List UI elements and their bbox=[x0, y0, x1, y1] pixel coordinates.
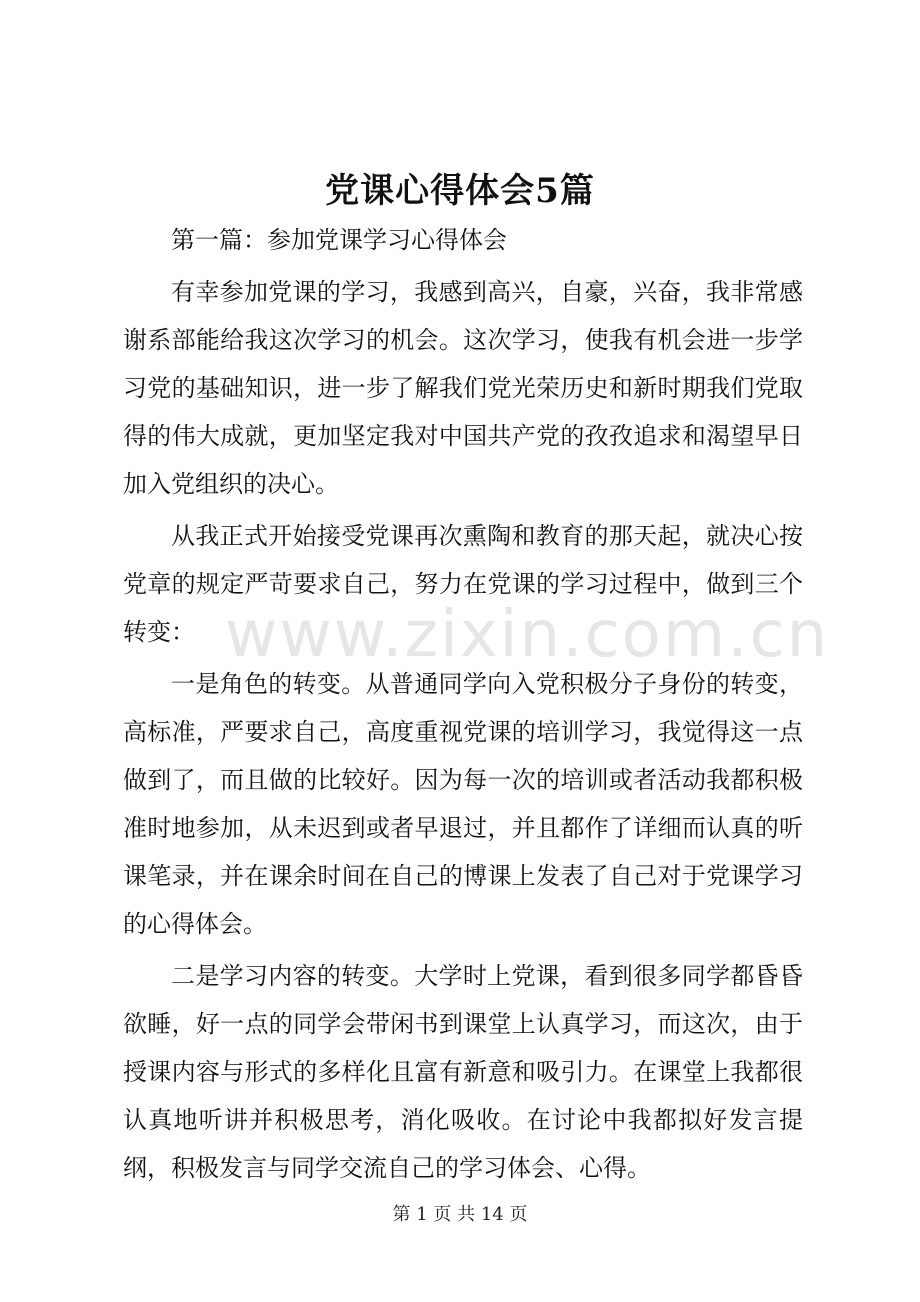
page-footer: 第 1 页 共 14 页 bbox=[392, 1204, 528, 1225]
body-paragraph: 从我正式开始接受党课再次熏陶和教育的那天起，就决心按党章的规定严苛要求自己，努力在党课的学习过程中，做到三个转变： bbox=[123, 522, 803, 646]
watermark-text: www.zixin.com.cn bbox=[225, 598, 830, 672]
document-body bbox=[123, 216, 830, 1192]
section-heading: 第一篇：参加党课学习心得体会 bbox=[171, 226, 507, 254]
document-title: 党课心得体会5篇 bbox=[325, 171, 595, 211]
body-paragraph: 一是角色的转变。从普通同学向入党积极分子身份的转变，高标准，严要求自己，高度重视党课的培训学习，我觉得这一点做到了，而且做的比较好。因为每一次的培训或者活动我都积极准时地参加，从未迟到或者早退过，并且都作了详细而认真的听课笔录，并在课余时间在自己的博课上发表了自己对于党课学习的心得体会。 bbox=[123, 670, 803, 938]
body-paragraph: 二是学习内容的转变。大学时上党课，看到很多同学都昏昏欲睡，好一点的同学会带闲书到课堂上认真学习，而这次，由于授课内容与形式的多样化且富有新意和吸引力。在课堂上我都很认真地听讲并积极思考，消化吸收。在讨论中我都拟好发言提纲，积极发言与同学交流自己的学习体会、心得。 bbox=[123, 962, 803, 1182]
body-paragraph: 有幸参加党课的学习，我感到高兴，自豪，兴奋，我非常感谢系部能给我这次学习的机会。这次学习，使我有机会进一步学习党的基础知识，进一步了解我们党光荣历史和新时期我们党取得的伟大成就，更加坚定我对中国共产党的孜孜追求和渴望早日加入党组织的决心。 bbox=[123, 278, 803, 498]
